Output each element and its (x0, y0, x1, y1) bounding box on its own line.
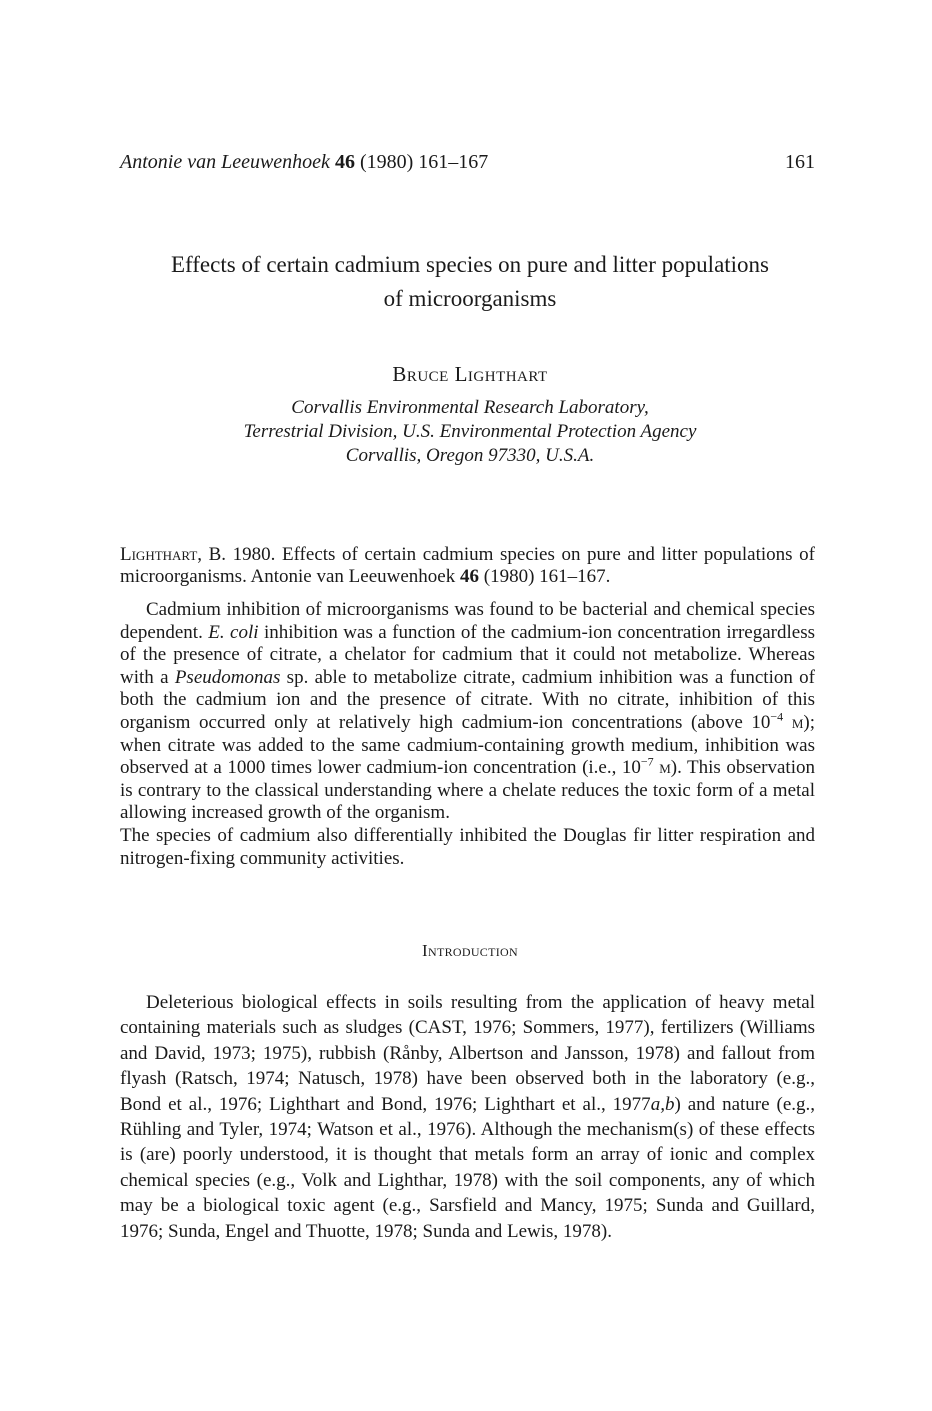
exponent: −7 (640, 754, 654, 769)
abstract-text: ); when citrate was added to the same cadmium-containing growth medium, inhibition was observed at a 1000 times lower cadmium-ion concentration (i.e., 10 (120, 711, 815, 779)
reference-suffix: a,b (650, 1093, 675, 1115)
journal-name: Antonie van Leeuwenhoek (120, 151, 330, 173)
running-head (120, 150, 815, 174)
citation-author: Lighthart (120, 544, 198, 565)
introduction-body (120, 990, 815, 1244)
section-heading-introduction: Introduction (422, 941, 518, 960)
title-line-1: Effects of certain cadmium species on pure and litter populations (170, 252, 770, 277)
author-affiliation (100, 396, 840, 468)
abstract-paragraph-1 (120, 599, 815, 825)
molar-unit: m (783, 711, 804, 733)
introduction-text: Deleterious biological effects in soils resulting from the application of heavy metal containing materials such as sludges (CAST, 1976; Sommers, 1977), fertilizers (Williams and David, 1973; 1975), rubbish (Rånby, Albertson and Jansson, 1978) and fallout from flyash (Ratsch, 1974; Natusch, 1978) have been observed both in the laboratory (e.g., Bond et al., 1976; Lighthart and Bond, 1976; Lighthart et al., 1977 (120, 992, 815, 1115)
affiliation-line-2: Terrestrial Division, U.S. Environmental Protection Agency (243, 421, 697, 442)
abstract-text: ). This observation is contrary to the classical understanding where a chelate reduces the toxic form of a metal allowing increased growth of the organism. (120, 757, 815, 824)
title-line-2: of microorganisms (383, 286, 557, 311)
abstract-text: inhibition was a function of the cadmium-ion concentration irregardless of the presence of citrate, a chelator for cadmium that it could not metabolize. Whereas with a (120, 621, 815, 688)
page-number: 161 (785, 151, 815, 173)
abstract (120, 599, 815, 870)
exponent: −4 (770, 709, 784, 724)
article-title (100, 248, 840, 316)
organism-pseudomonas: Pseudomonas (174, 666, 281, 688)
citation-text: , B. 1980. Effects of certain cadmium species on pure and litter populations of microorganisms. Antonie van Leeuwenhoek (120, 544, 815, 587)
molar-unit: m (653, 757, 671, 779)
introduction-paragraph (120, 990, 815, 1244)
organism-ecoli: E. coli (208, 621, 259, 643)
journal-volume: 46 (334, 151, 355, 173)
introduction-text: ) and nature (e.g., Rühling and Tyler, 1974; Watson et al., 1976). Although the mechanism(s) of these effects is (are) poorly understood, it is thought that metals form an array of ionic and complex chemical species (e.g., Volk and Lighthar, 1978) with the soil components, any of which may be a biological toxic agent (e.g., Sarsfield and Mancy, 1975; Sunda and Guillard, 1976; Sunda, Engel and Thuotte, 1978; Sunda and Lewis, 1978). (120, 1093, 815, 1242)
author-first-name: Bruce (392, 362, 449, 386)
journal-year-pages: (1980) 161–167 (359, 151, 489, 173)
author-name (100, 362, 840, 386)
citation-volume: 46 (460, 566, 479, 587)
affiliation-line-1: Corvallis Environmental Research Laboratory, (291, 397, 649, 418)
author-last-name: Lighthart (454, 362, 548, 386)
citation (120, 544, 815, 588)
abstract-text: sp. able to metabolize citrate, cadmium inhibition was a function of both the cadmium ion and the presence of citrate. With no citrate, inhibition of this organism occurred only at relatively high cadmium-ion concentrations (above 10 (120, 666, 815, 733)
abstract-text: Cadmium inhibition of microorganisms was found to be bacterial and chemical species dependent. (120, 599, 815, 643)
abstract-paragraph-2: The species of cadmium also differentially inhibited the Douglas fir litter respiration and nitrogen-fixing community activities. (120, 824, 815, 869)
citation-pages: (1980) 161–167. (479, 566, 611, 587)
affiliation-line-3: Corvallis, Oregon 97330, U.S.A. (345, 445, 595, 466)
